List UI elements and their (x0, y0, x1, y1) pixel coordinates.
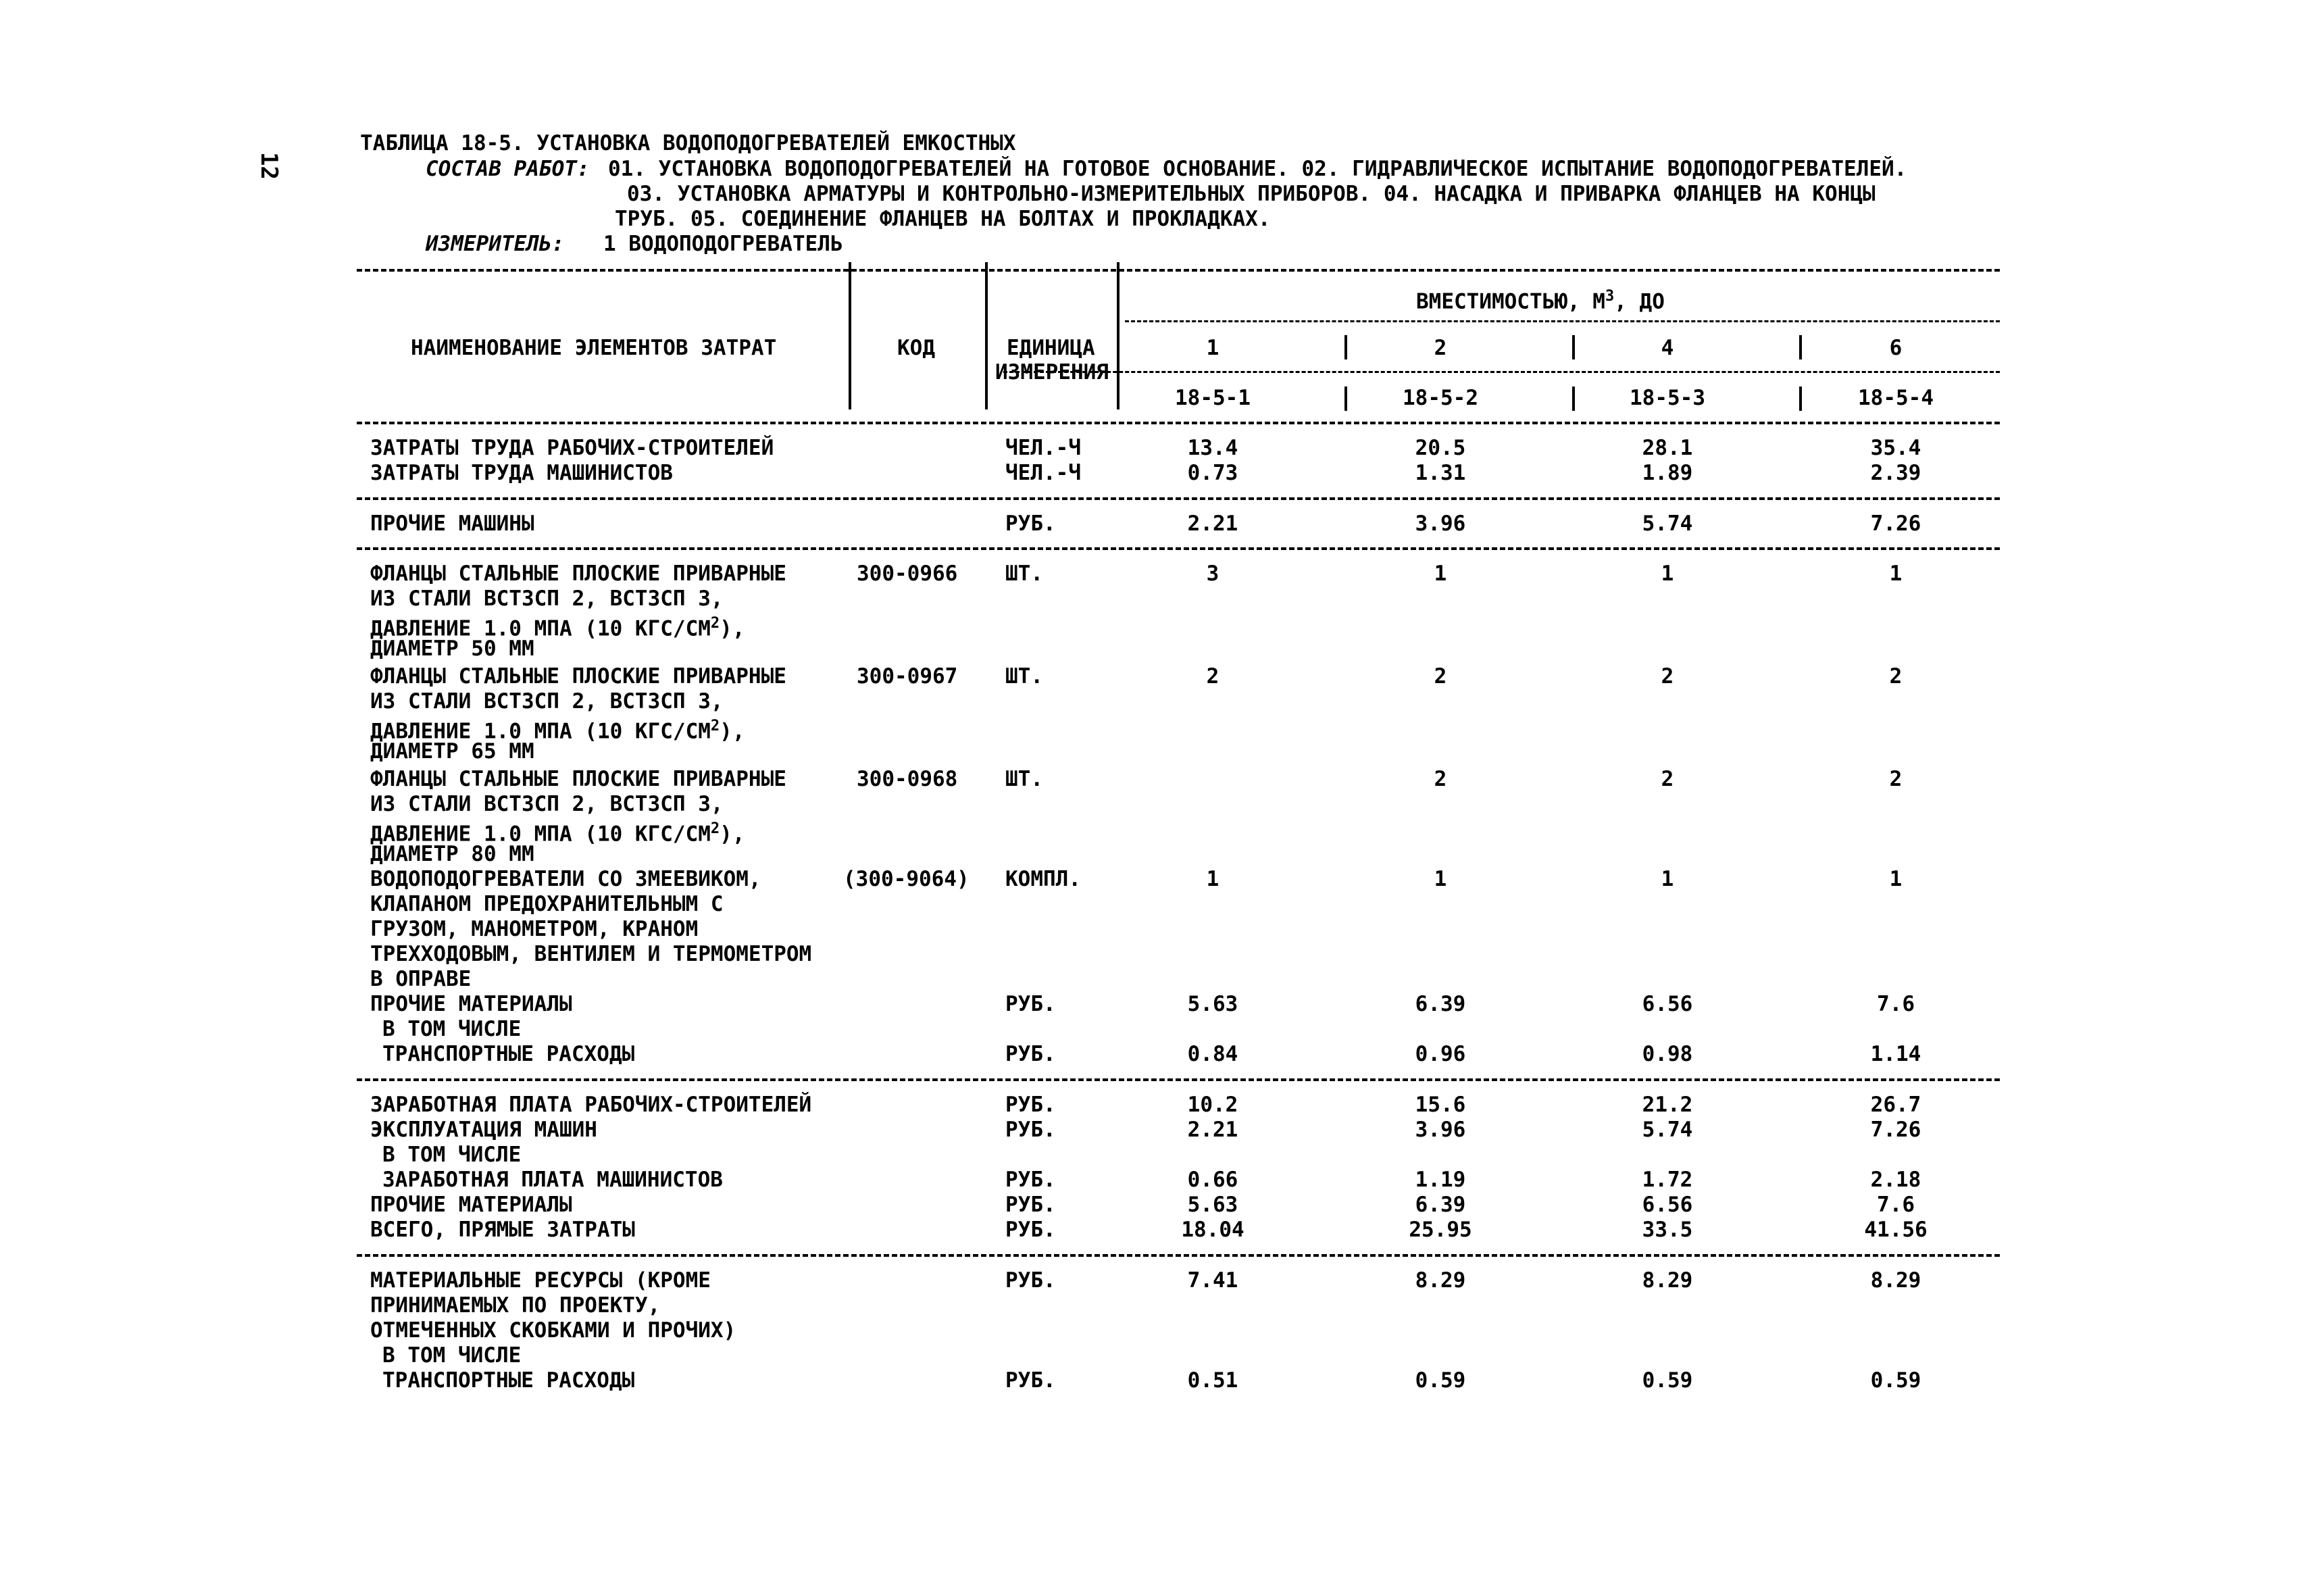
row-value: 7.6 (1877, 992, 1915, 1016)
row-unit: РУБ. (1005, 1042, 1056, 1066)
measure-value: 1 ВОДОПОДОГРЕВАТЕЛЬ (603, 232, 843, 256)
row-value: 1 (1434, 562, 1447, 586)
volume-3: 4 (1661, 336, 1674, 360)
rule-section (357, 1254, 2000, 1257)
row-value: 7.6 (1877, 1193, 1915, 1217)
row-value: 18.04 (1181, 1218, 1244, 1242)
material-name: ДИАМЕТР 80 ММ (370, 842, 534, 866)
row-value: 7.26 (1870, 512, 1921, 536)
material-name: ДАВЛЕНИЕ 1.0 МПА (10 КГС/$СМ^2$), (370, 820, 745, 847)
row-value: 2.21 (1187, 1118, 1238, 1142)
row-name: ЗАТРАТЫ ТРУДА МАШИНИСТОВ (370, 461, 673, 485)
row-value: 2 (1889, 664, 1903, 689)
row-name: МАТЕРИАЛЬНЫЕ РЕСУРСЫ (КРОМЕ (370, 1268, 711, 1293)
works-line-1: 01. УСТАНОВКА ВОДОПОДОГРЕВАТЕЛЕЙ НА ГОТОВОЕ ОСНОВАНИЕ. 02. ГИДРАВЛИЧЕСКОЕ ИСПЫТАНИЕ ВОДОПОДОГРЕВАТЕЛЕЙ. (608, 157, 1907, 181)
rule-section (357, 547, 2000, 550)
row-value: 10.2 (1187, 1093, 1238, 1117)
row-value: 1.31 (1415, 461, 1466, 485)
code-column-header: КОД (897, 336, 935, 360)
resource-code: 300-0968 (857, 767, 958, 791)
works-line-2: 03. УСТАНОВКА АРМАТУРЫ И КОНТРОЛЬНО-ИЗМЕРИТЕЛЬНЫХ ПРИБОРОВ. 04. НАСАДКА И ПРИВАРКА ФЛАНЦЕВ НА КОНЦЫ (627, 182, 1876, 206)
row-value: 8.29 (1642, 1268, 1693, 1293)
capacity-header: ВМЕСТИМОСТЬЮ, $М^3$, ДО (1416, 288, 1665, 314)
row-value: 8.29 (1415, 1268, 1466, 1293)
row-unit: ШТ. (1005, 562, 1043, 586)
volume-divider-3 (1799, 335, 1802, 359)
row-value: 0.66 (1187, 1168, 1238, 1192)
norm-code-2: 18-5-2 (1403, 386, 1478, 410)
rule-head-2 (1003, 371, 2000, 373)
row-value: 2.21 (1187, 512, 1238, 536)
row-value: 0.59 (1870, 1368, 1921, 1393)
volume-divider-1 (1344, 335, 1347, 359)
row-subtitle: В ТОМ ЧИСЛЕ (382, 1343, 522, 1368)
rule-head-bottom (357, 422, 2000, 424)
row-value: 2 (1889, 767, 1903, 791)
row-unit: РУБ. (1005, 1218, 1056, 1242)
row-name: ЗАТРАТЫ ТРУДА РАБОЧИХ-СТРОИТЕЛЕЙ (370, 436, 774, 460)
unit-column-header-2: ИЗМЕРЕНИЯ (995, 360, 1109, 384)
row-unit: КОМПЛ. (1005, 867, 1081, 891)
row-value: 1.14 (1870, 1042, 1921, 1066)
row-value: 6.39 (1415, 1193, 1466, 1217)
row-name: ЗАРАБОТНАЯ ПЛАТА МАШИНИСТОВ (382, 1168, 723, 1192)
row-unit: РУБ. (1005, 1268, 1056, 1293)
row-name: ТРАНСПОРТНЫЕ РАСХОДЫ (382, 1042, 635, 1066)
row-value: 2 (1661, 664, 1674, 689)
row-name: ТРАНСПОРТНЫЕ РАСХОДЫ (382, 1368, 635, 1393)
resource-code: 300-0967 (857, 664, 958, 689)
volume-2: 2 (1434, 336, 1447, 360)
material-name: ФЛАНЦЫ СТАЛЬНЫЕ ПЛОСКИЕ ПРИВАРНЫЕ (370, 664, 786, 689)
table-title: ТАБЛИЦА 18-5. УСТАНОВКА ВОДОПОДОГРЕВАТЕЛЕЙ ЕМКОСТНЫХ (360, 131, 1016, 155)
works-line-3: ТРУБ. 05. СОЕДИНЕНИЕ ФЛАНЦЕВ НА БОЛТАХ И ПРОКЛАДКАХ. (615, 207, 1271, 231)
row-value: 0.59 (1642, 1368, 1693, 1393)
row-value: 2 (1206, 664, 1219, 689)
row-name: ОТМЕЧЕННЫХ СКОБКАМИ И ПРОЧИХ) (370, 1318, 736, 1343)
row-value: 1.72 (1642, 1168, 1693, 1192)
row-value: 0.84 (1187, 1042, 1238, 1066)
row-value: 0.59 (1415, 1368, 1466, 1393)
row-unit: РУБ. (1005, 1193, 1056, 1217)
norm-code-1: 18-5-1 (1175, 386, 1251, 410)
row-value: 2.39 (1870, 461, 1921, 485)
material-name: ТРЕХХОДОВЫМ, ВЕНТИЛЕМ И ТЕРМОМЕТРОМ (370, 942, 812, 966)
row-value: 1 (1889, 562, 1903, 586)
material-name: ФЛАНЦЫ СТАЛЬНЫЕ ПЛОСКИЕ ПРИВАРНЫЕ (370, 767, 786, 791)
row-unit: РУБ. (1005, 1368, 1056, 1393)
row-value: 33.5 (1642, 1218, 1693, 1242)
row-value: 41.56 (1864, 1218, 1928, 1242)
unit-column-header-1: ЕДИНИЦА (1007, 336, 1095, 360)
rule-head-1 (1125, 320, 2000, 322)
row-value: 1.89 (1642, 461, 1693, 485)
row-value: 2 (1434, 767, 1447, 791)
row-value: 3 (1206, 562, 1219, 586)
row-value: 8.29 (1870, 1268, 1921, 1293)
row-unit: ЧЕЛ.-Ч (1005, 461, 1081, 485)
row-name: ПРОЧИЕ МАТЕРИАЛЫ (370, 992, 572, 1016)
col-divider-2 (985, 262, 988, 409)
volume-divider-2 (1572, 335, 1575, 359)
row-value: 1.19 (1415, 1168, 1466, 1192)
volume-4: 6 (1889, 336, 1903, 360)
material-name: ДИАМЕТР 65 ММ (370, 739, 534, 764)
row-value: 6.56 (1642, 1193, 1693, 1217)
row-value: 0.73 (1187, 461, 1238, 485)
row-name: ПРОЧИЕ МАШИНЫ (370, 512, 534, 536)
rule-section (357, 497, 2000, 500)
code-divider-3 (1799, 386, 1802, 411)
row-value: 1 (1434, 867, 1447, 891)
row-value: 3.96 (1415, 512, 1466, 536)
row-value: 0.96 (1415, 1042, 1466, 1066)
row-value: 25.95 (1409, 1218, 1472, 1242)
material-name: ФЛАНЦЫ СТАЛЬНЫЕ ПЛОСКИЕ ПРИВАРНЫЕ (370, 562, 786, 586)
norm-code-4: 18-5-4 (1858, 386, 1934, 410)
row-value: 26.7 (1870, 1093, 1921, 1117)
row-value: 15.6 (1415, 1093, 1466, 1117)
row-value: 5.74 (1642, 1118, 1693, 1142)
row-unit: ШТ. (1005, 664, 1043, 689)
name-column-header: НАИМЕНОВАНИЕ ЭЛЕМЕНТОВ ЗАТРАТ (411, 336, 777, 360)
material-name: ИЗ СТАЛИ ВСТ3СП 2, ВСТ3СП 3, (370, 587, 724, 611)
row-unit: РУБ. (1005, 512, 1056, 536)
row-name: ЗАРАБОТНАЯ ПЛАТА РАБОЧИХ-СТРОИТЕЛЕЙ (370, 1093, 812, 1117)
row-value: 21.2 (1642, 1093, 1693, 1117)
row-value: 2 (1661, 767, 1674, 791)
rule-top (357, 269, 2000, 272)
row-value: 6.56 (1642, 992, 1693, 1016)
code-divider-2 (1572, 386, 1575, 411)
row-value: 1 (1661, 867, 1674, 891)
row-unit: РУБ. (1005, 992, 1056, 1016)
row-value: 0.51 (1187, 1368, 1238, 1393)
measure-label: ИЗМЕРИТЕЛЬ: (426, 232, 565, 256)
row-subtitle: В ТОМ ЧИСЛЕ (382, 1017, 522, 1041)
row-value: 7.26 (1870, 1118, 1921, 1142)
row-name: ПРИНИМАЕМЫХ ПО ПРОЕКТУ, (370, 1293, 661, 1318)
col-divider-3 (1117, 262, 1120, 409)
code-divider-1 (1344, 386, 1347, 411)
resource-code: (300-9064) (843, 867, 970, 891)
row-unit: РУБ. (1005, 1093, 1056, 1117)
row-value: 5.63 (1187, 1193, 1238, 1217)
row-value: 2 (1434, 664, 1447, 689)
row-value: 20.5 (1415, 436, 1466, 460)
norm-code-3: 18-5-3 (1630, 386, 1705, 410)
material-name: ДАВЛЕНИЕ 1.0 МПА (10 КГС/$СМ^2$), (370, 718, 745, 744)
row-value: 5.63 (1187, 992, 1238, 1016)
material-name: В ОПРАВЕ (370, 967, 472, 991)
material-name: ИЗ СТАЛИ ВСТ3СП 2, ВСТ3СП 3, (370, 792, 724, 816)
material-name: ДАВЛЕНИЕ 1.0 МПА (10 КГС/$СМ^2$), (370, 615, 745, 641)
volume-1: 1 (1206, 336, 1219, 360)
row-value: 1 (1206, 867, 1219, 891)
row-value: 35.4 (1870, 436, 1921, 460)
row-value: 1 (1889, 867, 1903, 891)
row-value: 5.74 (1642, 512, 1693, 536)
material-name: ИЗ СТАЛИ ВСТ3СП 2, ВСТ3СП 3, (370, 689, 724, 714)
row-name: ВСЕГО, ПРЯМЫЕ ЗАТРАТЫ (370, 1218, 635, 1242)
material-name: ГРУЗОМ, МАНОМЕТРОМ, КРАНОМ (370, 917, 699, 941)
works-label: СОСТАВ РАБОТ: (426, 157, 590, 181)
row-name: ПРОЧИЕ МАТЕРИАЛЫ (370, 1193, 572, 1217)
material-name: КЛАПАНОМ ПРЕДОХРАНИТЕЛЬНЫМ С (370, 892, 724, 916)
row-value: 6.39 (1415, 992, 1466, 1016)
row-value: 3.96 (1415, 1118, 1466, 1142)
material-name: ДИАМЕТР 50 ММ (370, 637, 534, 661)
row-unit: ШТ. (1005, 767, 1043, 791)
row-value: 7.41 (1187, 1268, 1238, 1293)
page-number: 12 (255, 152, 282, 180)
row-value: 13.4 (1187, 436, 1238, 460)
row-value: 1 (1661, 562, 1674, 586)
material-name: ВОДОПОДОГРЕВАТЕЛИ СО ЗМЕЕВИКОМ, (370, 867, 761, 891)
resource-code: 300-0966 (857, 562, 958, 586)
row-unit: ЧЕЛ.-Ч (1005, 436, 1081, 460)
col-divider-1 (849, 262, 851, 409)
row-unit: РУБ. (1005, 1118, 1056, 1142)
row-unit: РУБ. (1005, 1168, 1056, 1192)
row-value: 0.98 (1642, 1042, 1693, 1066)
row-value: 2.18 (1870, 1168, 1921, 1192)
rule-section (357, 1078, 2000, 1081)
row-subtitle: В ТОМ ЧИСЛЕ (382, 1143, 522, 1167)
row-value: 28.1 (1642, 436, 1693, 460)
row-name: ЭКСПЛУАТАЦИЯ МАШИН (370, 1118, 597, 1142)
